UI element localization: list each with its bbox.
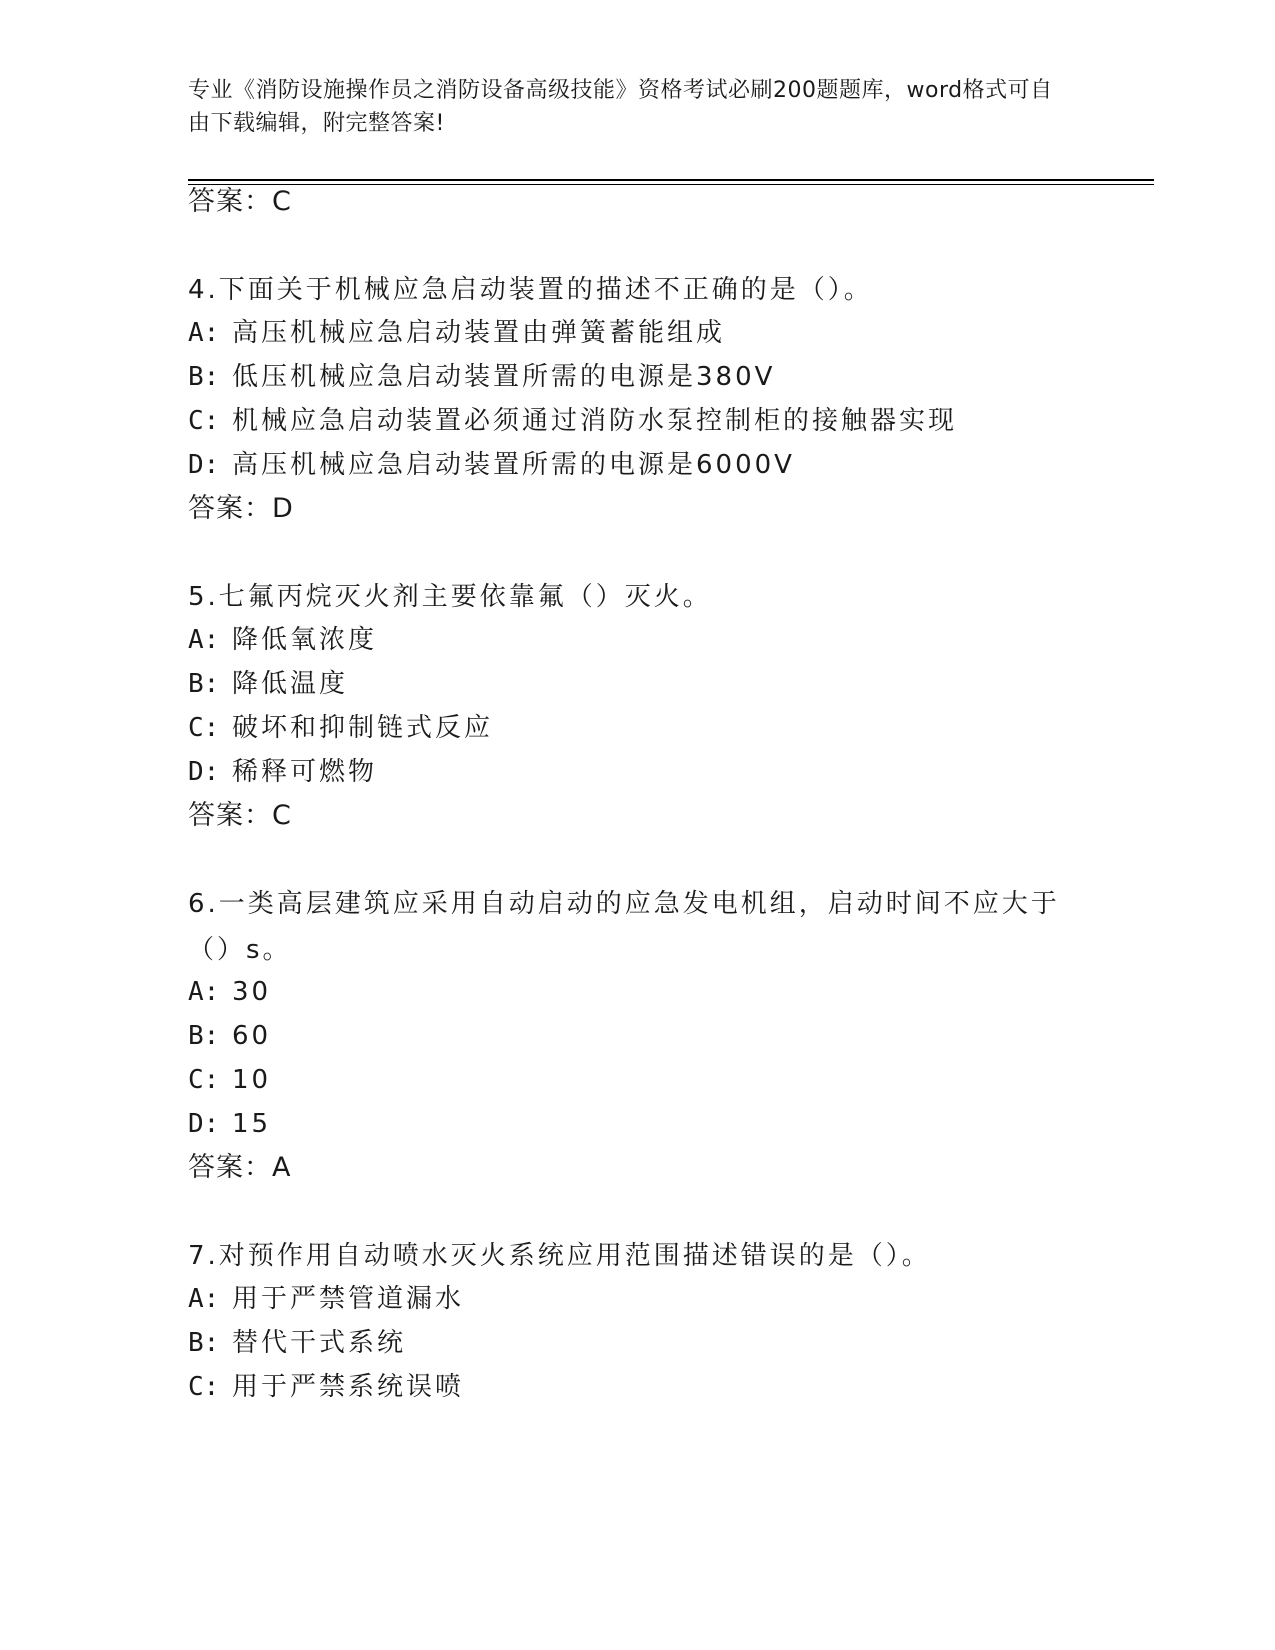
option-text: 10 <box>232 1065 272 1095</box>
option-letter: B: <box>188 1021 220 1051</box>
question-5-option-d <box>188 754 377 790</box>
option-text: 用于严禁系统误喷 <box>232 1372 465 1402</box>
option-text: 破坏和抑制链式反应 <box>232 713 494 743</box>
option-letter: B: <box>188 1328 220 1358</box>
answer-q4: 答案：D <box>188 493 294 524</box>
option-letter: C: <box>188 1065 220 1095</box>
option-letter: D: <box>188 450 220 480</box>
question-6-option-c <box>188 1062 271 1098</box>
question-6-text: 6.一类高层建筑应采用自动启动的应急发电机组，启动时间不应大于（）s。 <box>188 889 1060 965</box>
option-letter: A: <box>188 1284 220 1314</box>
question-4-option-b <box>188 359 775 395</box>
question-5-option-a <box>188 622 377 658</box>
question-6-option-a <box>188 974 271 1010</box>
question-4-text: 4.下面关于机械应急启动装置的描述不正确的是（）。 <box>188 275 873 305</box>
option-letter: C: <box>188 713 220 743</box>
option-text: 15 <box>232 1109 272 1139</box>
answer-q3: 答案：C <box>188 186 292 217</box>
option-letter: A: <box>188 625 220 655</box>
option-letter: A: <box>188 977 220 1007</box>
question-5-text: 5.七氟丙烷灭火剂主要依靠氟（）灭火。 <box>188 582 712 612</box>
question-6-option-d <box>188 1106 271 1142</box>
option-text: 30 <box>232 977 272 1007</box>
question-7-text: 7.对预作用自动喷水灭火系统应用范围描述错误的是（）。 <box>188 1241 931 1271</box>
option-text: 高压机械应急启动装置由弹簧蓄能组成 <box>232 318 726 348</box>
option-letter: A: <box>188 318 220 348</box>
option-text: 低压机械应急启动装置所需的电源是380V <box>232 362 776 392</box>
option-text: 稀释可燃物 <box>232 757 378 787</box>
header-divider-thin <box>188 184 1154 185</box>
option-text: 用于严禁管道漏水 <box>232 1284 465 1314</box>
option-text: 60 <box>232 1021 272 1051</box>
header-divider-thick <box>188 179 1154 181</box>
document-intro: 专业《消防设施操作员之消防设备高级技能》资格考试必刷200题题库，word格式可自由下载编辑，附完整答案! <box>188 78 1053 136</box>
answer-q5: 答案：C <box>188 800 292 831</box>
option-letter: B: <box>188 362 220 392</box>
option-text: 降低温度 <box>232 669 349 699</box>
option-letter: D: <box>188 757 220 787</box>
question-7-option-b <box>188 1325 406 1361</box>
question-7-option-c <box>188 1369 464 1405</box>
question-5-option-c <box>188 710 493 746</box>
question-6-option-b <box>188 1018 271 1054</box>
question-4-option-a <box>188 315 725 351</box>
question-5-option-b <box>188 666 348 702</box>
answer-q6: 答案：A <box>188 1152 292 1183</box>
option-letter: D: <box>188 1109 220 1139</box>
question-7-option-a <box>188 1281 464 1317</box>
question-4-option-c <box>188 403 957 439</box>
option-letter: B: <box>188 669 220 699</box>
question-4-option-d <box>188 447 795 483</box>
option-text: 替代干式系统 <box>232 1328 407 1358</box>
option-text: 降低氧浓度 <box>232 625 378 655</box>
option-letter: C: <box>188 406 220 436</box>
option-letter: C: <box>188 1372 220 1402</box>
option-text: 高压机械应急启动装置所需的电源是6000V <box>232 450 795 480</box>
option-text: 机械应急启动装置必须通过消防水泵控制柜的接触器实现 <box>232 406 958 436</box>
